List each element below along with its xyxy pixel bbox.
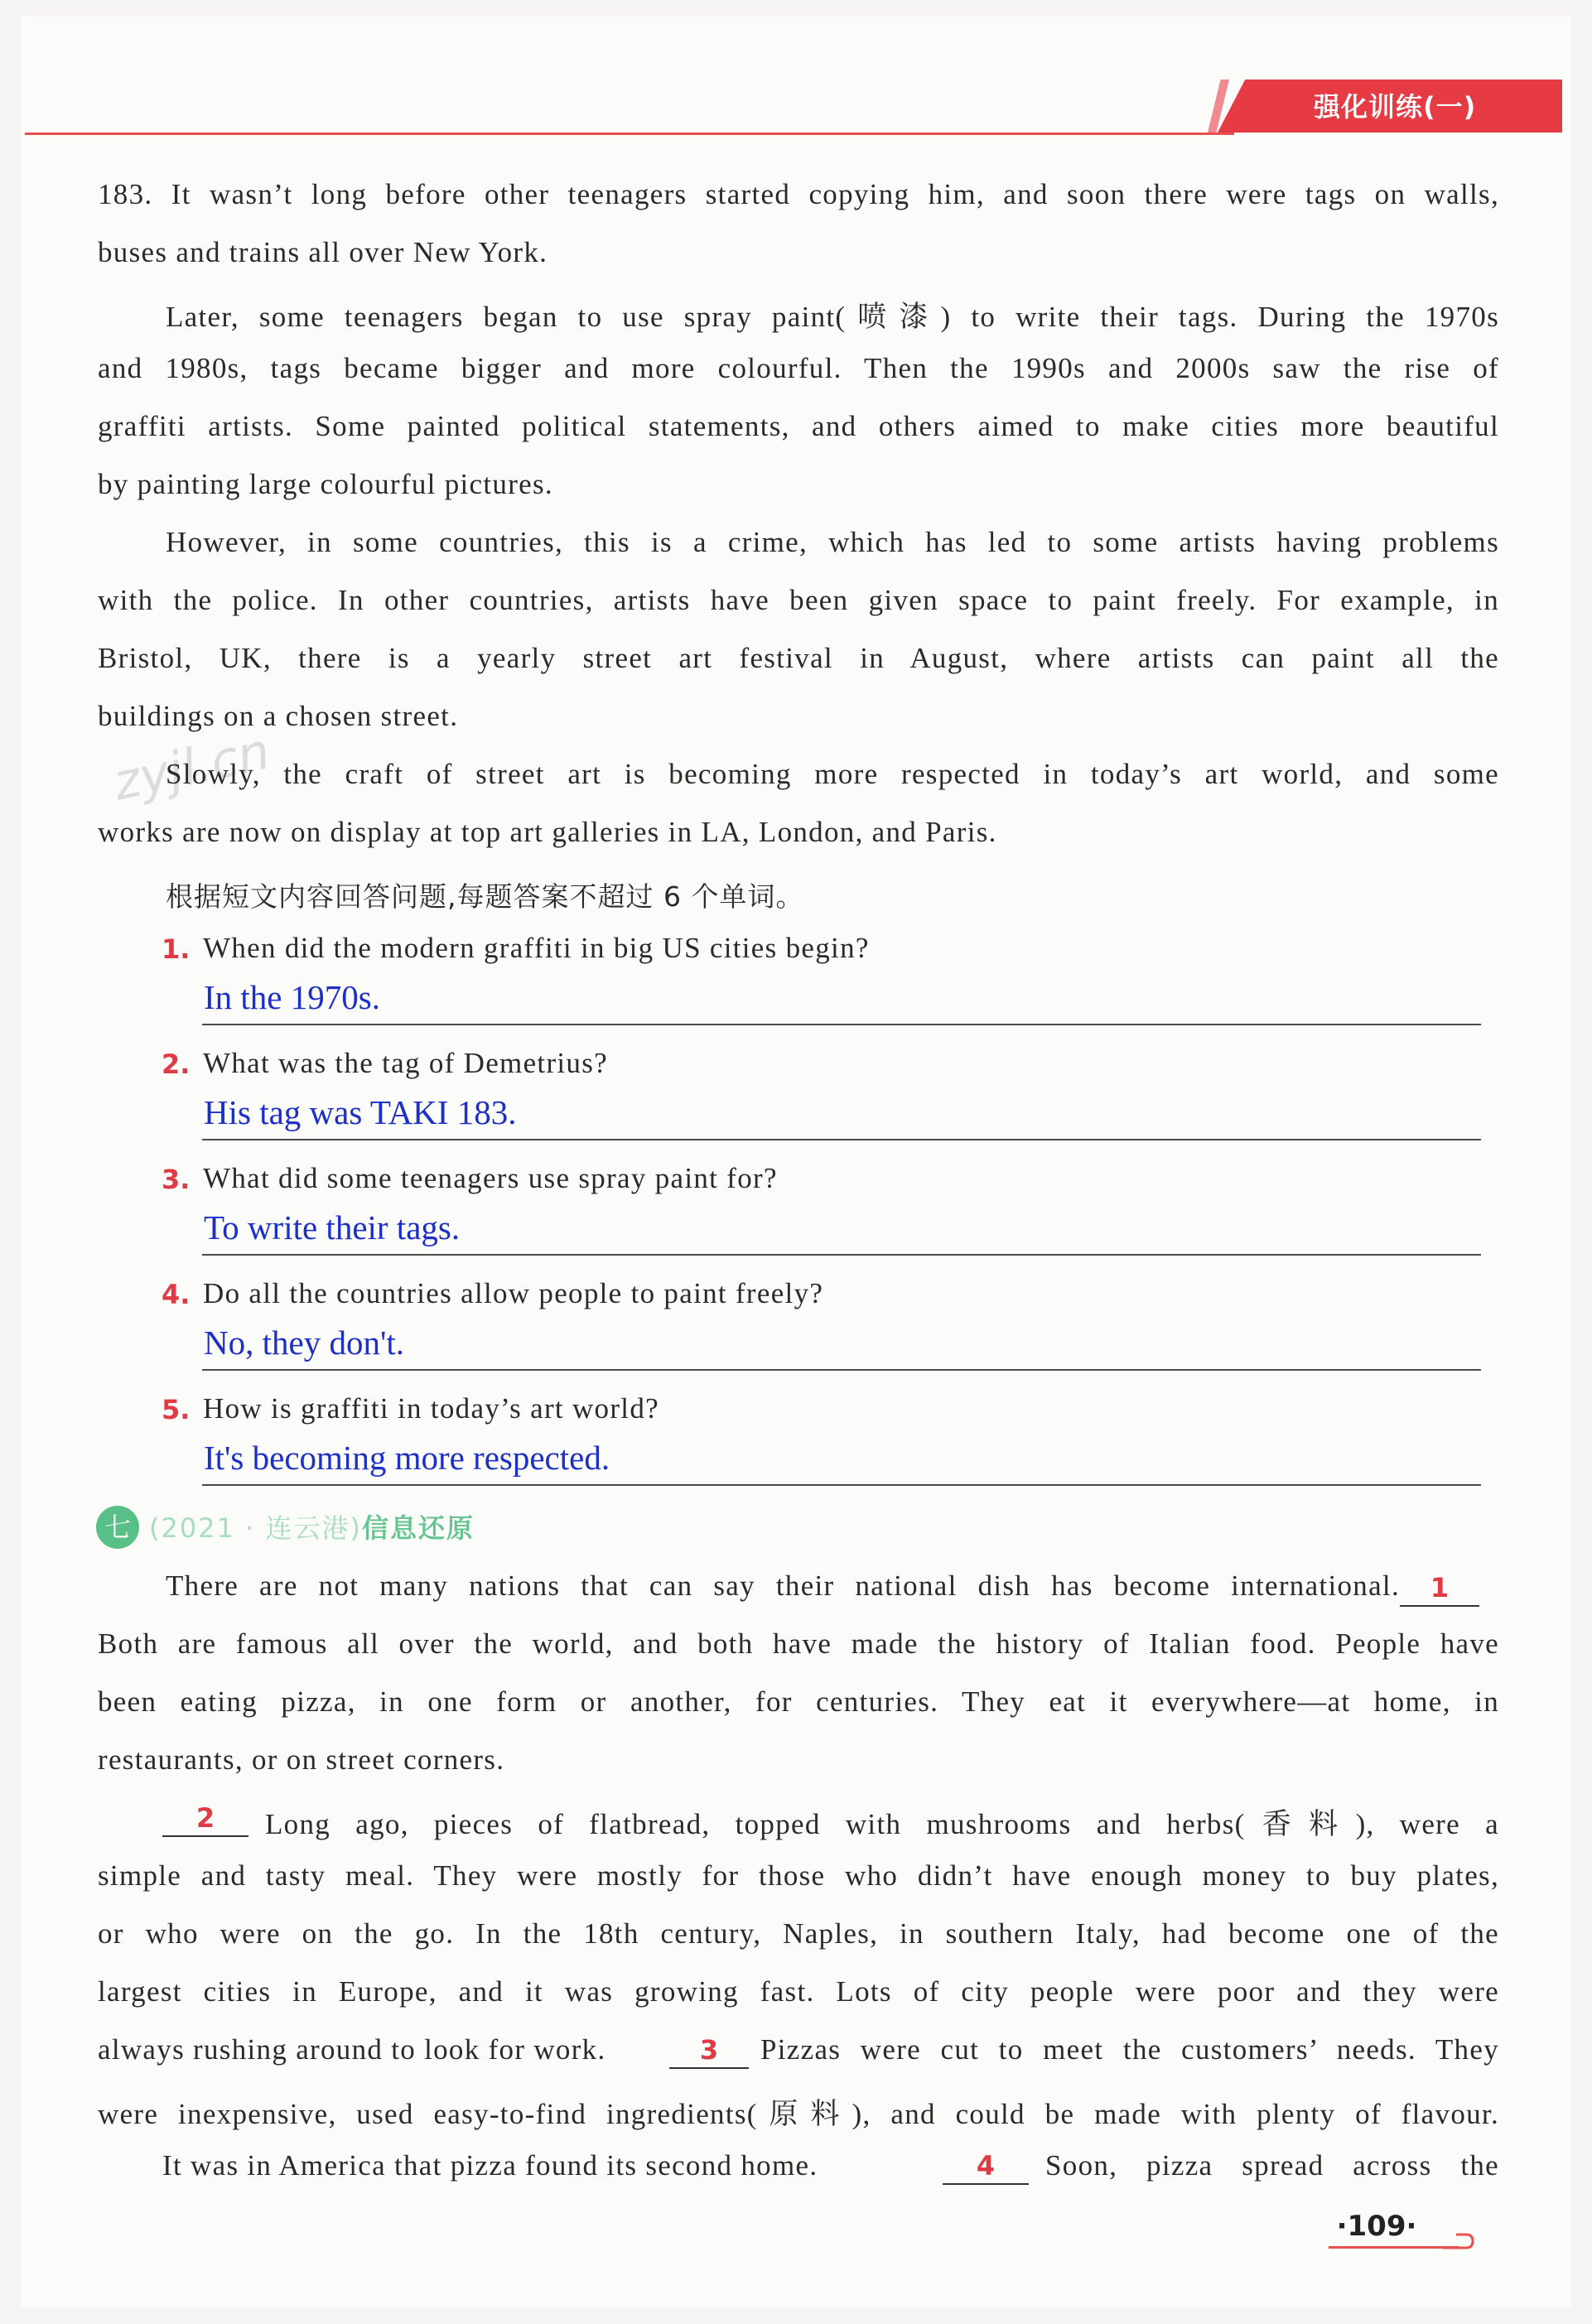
passage2-line: Both are famous all over the world, and both have made the history of Italian food. People have <box>98 1627 1499 1660</box>
question-text: When did the modern graffiti in big US cities begin? <box>203 932 870 964</box>
answer-line <box>202 1024 1481 1025</box>
passage2-line: It was in America that pizza found its second home. <box>162 2149 818 2182</box>
passage2-line: or who were on the go. In the 18th century, Naples, in southern Italy, had become one of the <box>98 1917 1499 1950</box>
passage1-line: buses and trains all over New York. <box>98 236 548 268</box>
answer-text[interactable]: His tag was TAKI 183. <box>204 1093 517 1131</box>
blank-2[interactable]: 2 <box>162 1802 248 1837</box>
passage1-line: works are now on display at top art galleries in LA, London, and Paris. <box>98 816 997 848</box>
answer-text[interactable]: It's becoming more respected. <box>204 1439 610 1477</box>
answer-text[interactable]: In the 1970s. <box>204 978 380 1016</box>
passage1-line: by painting large colourful pictures. <box>98 468 553 500</box>
header-title: 强化训练(一) <box>1314 91 1477 123</box>
passage2-line: largest cities in Europe, and it was growing fast. Lots of city people were poor and they were <box>98 1975 1499 2008</box>
answer-line <box>202 1484 1481 1486</box>
passage2-text: There are not many nations that can say their national dish has become international. <box>166 1569 1400 1602</box>
passage1-line: Bristol, UK, there is a yearly street art festival in August, where artists can paint all the <box>98 642 1499 674</box>
passage2-line: Pizzas were cut to meet the customers’ needs. They <box>760 2033 1499 2066</box>
passage2-line: Long ago, pieces of flatbread, topped with mushrooms and herbs(香料), were a <box>265 1808 1499 1840</box>
question-text: What did some teenagers use spray paint for? <box>203 1162 778 1194</box>
blank-3[interactable]: 3 <box>669 2034 749 2069</box>
answer-text[interactable]: To write their tags. <box>204 1208 461 1246</box>
question-text: How is graffiti in today’s art world? <box>203 1392 659 1425</box>
section-source: (2021 · 连云港) <box>149 1512 362 1544</box>
page-number: ·109· <box>1336 2210 1417 2243</box>
passage2-line: been eating pizza, in one form or another, for centuries. They eat it everywhere—at home, in <box>98 1685 1499 1718</box>
passage2-line: were inexpensive, used easy-to-find ingredients(原料), and could be made with plenty of flavour. <box>98 2098 1499 2130</box>
header-rule <box>25 133 1234 135</box>
section-title-text: 信息还原 <box>361 1512 475 1544</box>
passage2-line: simple and tasty meal. They were mostly for those who didn’t have enough money to buy plates, <box>98 1859 1499 1892</box>
blank-1[interactable]: 1 <box>1400 1572 1479 1607</box>
question-number: 4. <box>162 1279 191 1310</box>
question-number: 3. <box>162 1164 191 1195</box>
passage2-line: always rushing around to look for work. <box>98 2033 606 2066</box>
question-number: 1. <box>162 933 191 965</box>
passage1-line: 183. It wasn’t long before other teenagers started copying him, and soon there were tags on walls, <box>98 178 1499 210</box>
page-number-rule <box>1329 2246 1459 2249</box>
passage1-line: and 1980s, tags became bigger and more colourful. Then the 1990s and 2000s saw the rise of <box>98 352 1499 384</box>
passage2-line: Soon, pizza spread across the <box>1045 2149 1499 2182</box>
passage2-line <box>166 1569 1400 1603</box>
answer-line <box>202 1139 1481 1140</box>
question-number: 5. <box>162 1394 191 1425</box>
answer-line <box>202 1369 1481 1371</box>
question-text: Do all the countries allow people to paint freely? <box>203 1277 824 1309</box>
question-text: What was the tag of Demetrius? <box>203 1047 608 1079</box>
passage1-line: However, in some countries, this is a crime, which has led to some artists having problems <box>166 526 1499 558</box>
answer-line <box>202 1254 1481 1256</box>
passage2-line: restaurants, or on street corners. <box>98 1743 505 1776</box>
passage1-line: with the police. In other countries, artists have been given space to paint freely. For example, in <box>98 584 1499 616</box>
passage1-line: buildings on a chosen street. <box>98 700 459 732</box>
question-number: 2. <box>162 1049 191 1080</box>
answer-text[interactable]: No, they don't. <box>204 1324 404 1362</box>
instructions: 根据短文内容回答问题,每题答案不超过 6 个单词。 <box>166 880 804 913</box>
passage1-line: graffiti artists. Some painted political statements, and others aimed to make cities more beautiful <box>98 410 1499 442</box>
watermark: zyjl.cn <box>108 722 275 812</box>
section-number-badge: 七 <box>96 1506 139 1549</box>
page-arrow-icon <box>1441 2230 1474 2253</box>
passage1-line: Later, some teenagers began to use spray paint(喷漆) to write their tags. During the 1970s <box>166 301 1499 333</box>
blank-4[interactable]: 4 <box>943 2150 1029 2185</box>
passage1-line: Slowly, the craft of street art is becoming more respected in today’s art world, and some <box>166 758 1499 790</box>
section-title <box>149 1507 729 1549</box>
